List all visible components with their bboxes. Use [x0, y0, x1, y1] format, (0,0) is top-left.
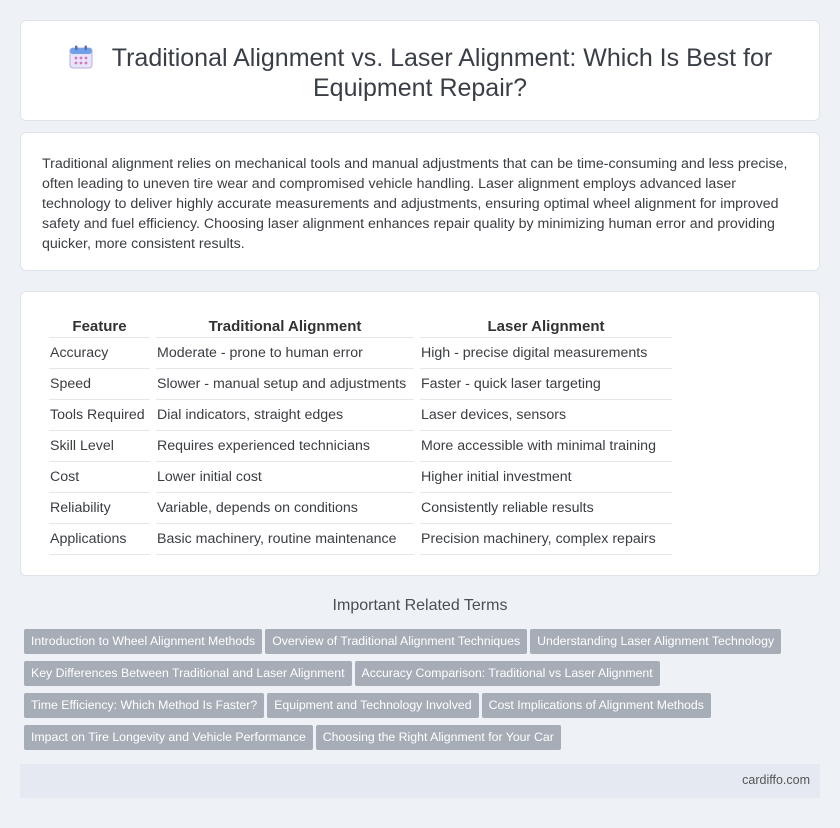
table-cell: High - precise digital measurements [420, 338, 672, 369]
term-tag[interactable]: Key Differences Between Traditional and Laser Alignment [24, 661, 352, 686]
term-tag[interactable]: Time Efficiency: Which Method Is Faster? [24, 693, 264, 718]
page-title-wrap [21, 43, 819, 103]
table-row [49, 524, 672, 555]
table-cell: Requires experienced technicians [156, 431, 414, 462]
term-tag[interactable]: Accuracy Comparison: Traditional vs Laser Alignment [355, 661, 660, 686]
table-row [49, 431, 672, 462]
intro-paragraph: Traditional alignment relies on mechanical tools and manual adjustments that can be time-consuming and less precise, often leading to uneven tire wear and compromised vehicle handling. Laser alignment employs advanced laser technology to deliver highly accurate measurements and adjustments, ensuring optimal wheel alignment for improved safety and fuel efficiency. Choosing laser alignment enhances repair quality by minimizing human error and providing quicker, more consistent results. [42, 156, 788, 252]
table-cell: Higher initial investment [420, 462, 672, 493]
term-tag[interactable]: Understanding Laser Alignment Technology [530, 629, 781, 654]
table-cell: Tools Required [49, 400, 150, 431]
table-cell: More accessible with minimal training [420, 431, 672, 462]
table-header-row [49, 316, 672, 338]
table-cell: Lower initial cost [156, 462, 414, 493]
header-laser: Laser Alignment [420, 316, 672, 338]
footer [20, 764, 820, 798]
related-terms-list [24, 629, 824, 757]
term-tag[interactable]: Introduction to Wheel Alignment Methods [24, 629, 262, 654]
table-row [49, 493, 672, 524]
intro-card [20, 132, 820, 271]
term-tag[interactable]: Impact on Tire Longevity and Vehicle Performance [24, 725, 313, 750]
table-cell: Cost [49, 462, 150, 493]
term-tag[interactable]: Equipment and Technology Involved [267, 693, 478, 718]
table-cell: Precision machinery, complex repairs [420, 524, 672, 555]
header-traditional: Traditional Alignment [156, 316, 414, 338]
table-cell: Slower - manual setup and adjustments [156, 369, 414, 400]
related-terms-heading: Important Related Terms [332, 597, 508, 614]
comparison-card [20, 291, 820, 576]
table-cell: Applications [49, 524, 150, 555]
footer-site-link[interactable]: cardiffo.com [742, 773, 810, 787]
table-cell: Basic machinery, routine maintenance [156, 524, 414, 555]
table-cell: Speed [49, 369, 150, 400]
table-cell: Variable, depends on conditions [156, 493, 414, 524]
table-row [49, 462, 672, 493]
table-cell: Reliability [49, 493, 150, 524]
table-cell: Laser devices, sensors [420, 400, 672, 431]
page-title: Traditional Alignment vs. Laser Alignment: Which Is Best for Equipment Repair? [111, 44, 773, 102]
term-tag[interactable]: Cost Implications of Alignment Methods [482, 693, 711, 718]
table-cell: Dial indicators, straight edges [156, 400, 414, 431]
comparison-table [43, 316, 678, 555]
title-card [20, 20, 820, 121]
header-feature: Feature [49, 316, 150, 338]
calendar-icon [68, 44, 94, 70]
table-row [49, 338, 672, 369]
table-cell: Skill Level [49, 431, 150, 462]
term-tag[interactable]: Overview of Traditional Alignment Techniques [265, 629, 527, 654]
table-row [49, 400, 672, 431]
table-row [49, 369, 672, 400]
table-cell: Moderate - prone to human error [156, 338, 414, 369]
table-cell: Accuracy [49, 338, 150, 369]
term-tag[interactable]: Choosing the Right Alignment for Your Car [316, 725, 561, 750]
table-cell: Consistently reliable results [420, 493, 672, 524]
table-cell: Faster - quick laser targeting [420, 369, 672, 400]
